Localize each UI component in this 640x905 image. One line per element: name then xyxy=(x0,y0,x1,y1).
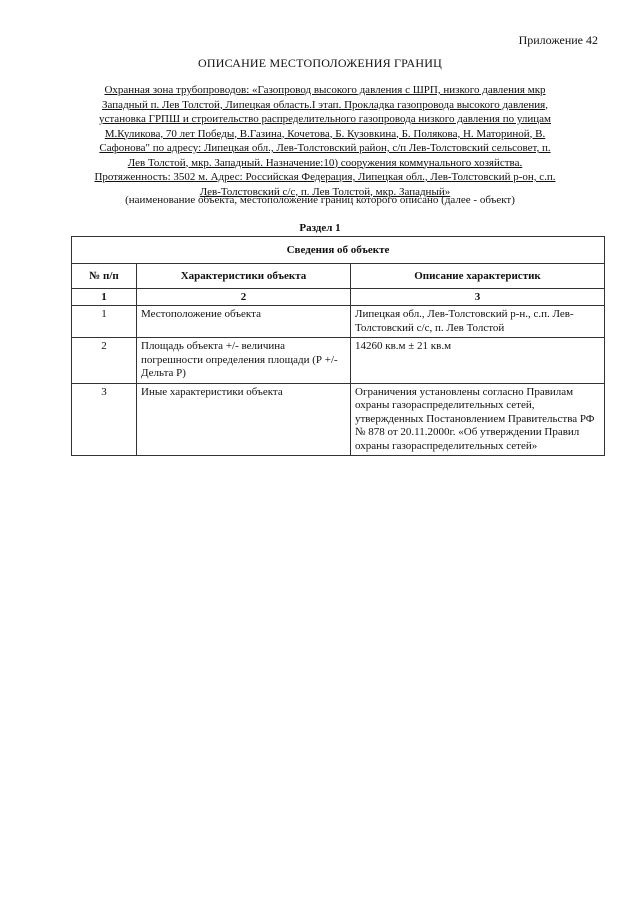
header-description: Описание характеристик xyxy=(351,264,605,289)
table-caption: Сведения об объекте xyxy=(72,237,605,264)
row-description: Ограничения установлены согласно Правилам охраны газораспределительных сетей, утвержденных Постановлением Правительства РФ № 878 от 20.11.2000г. «Об утверждении Правил охраны газораспределительных сетей» xyxy=(351,383,605,456)
table-row xyxy=(72,338,605,384)
row-description: Липецкая обл., Лев-Толстовский р-н., с.п. Лев-Толстовский с/с, п. Лев Толстой xyxy=(351,306,605,338)
header-num: № п/п xyxy=(72,264,137,289)
object-info-table xyxy=(71,236,605,456)
object-name-caption: (наименование объекта, местоположение границ которого описано (далее - объект) xyxy=(125,194,515,206)
row-description: 14260 кв.м ± 21 кв.м xyxy=(351,338,605,384)
document-title: ОПИСАНИЕ МЕСТОПОЛОЖЕНИЯ ГРАНИЦ xyxy=(198,56,442,70)
row-characteristic: Местоположение объекта xyxy=(137,306,351,338)
header-characteristic: Характеристики объекта xyxy=(137,264,351,289)
row-characteristic: Иные характеристики объекта xyxy=(137,383,351,456)
table-caption-row xyxy=(72,237,605,264)
annex-label: Приложение 42 xyxy=(518,33,598,47)
table-row xyxy=(72,306,605,338)
column-number: 2 xyxy=(137,289,351,306)
column-number: 1 xyxy=(72,289,137,306)
column-number-row xyxy=(72,289,605,306)
column-number: 3 xyxy=(351,289,605,306)
table-header-row xyxy=(72,264,605,289)
section-title: Раздел 1 xyxy=(299,222,341,234)
object-name: Охранная зона трубопроводов: «Газопровод высокого давления с ШРП, низкого давления мкр Западный п. Лев Толстой, Липецкая область.I этап. Прокладка газопровода высокого давления, установка ГРПШ и строительство распределительного газопровода низкого давления по улицам М.Куликова, 70 лет Победы, В.Газина, Кочетова, Б. Кузовкина, Б. Полякова, Н. Маториной, В. Сафонова" по адресу: Липецкая обл., Лев-Толстовский район, с/п Лев-Толстовский сельсовет, п. Лев Толстой, мкр. Западный. Назначение:10) сооружения коммунального хозяйства. Протяженность: 3502 м. Адрес: Российская Федерация, Липецкая обл., Лев-Толстовский р-он, с.п. Лев-Толстовский с/с, п. Лев Толстой, мкр. Западный» xyxy=(94,84,556,198)
table-row xyxy=(72,383,605,456)
row-number: 1 xyxy=(72,306,137,338)
row-characteristic: Площадь объекта +/- величина погрешности определения площади (Р +/- Дельта Р) xyxy=(137,338,351,384)
row-number: 2 xyxy=(72,338,137,384)
row-number: 3 xyxy=(72,383,137,456)
